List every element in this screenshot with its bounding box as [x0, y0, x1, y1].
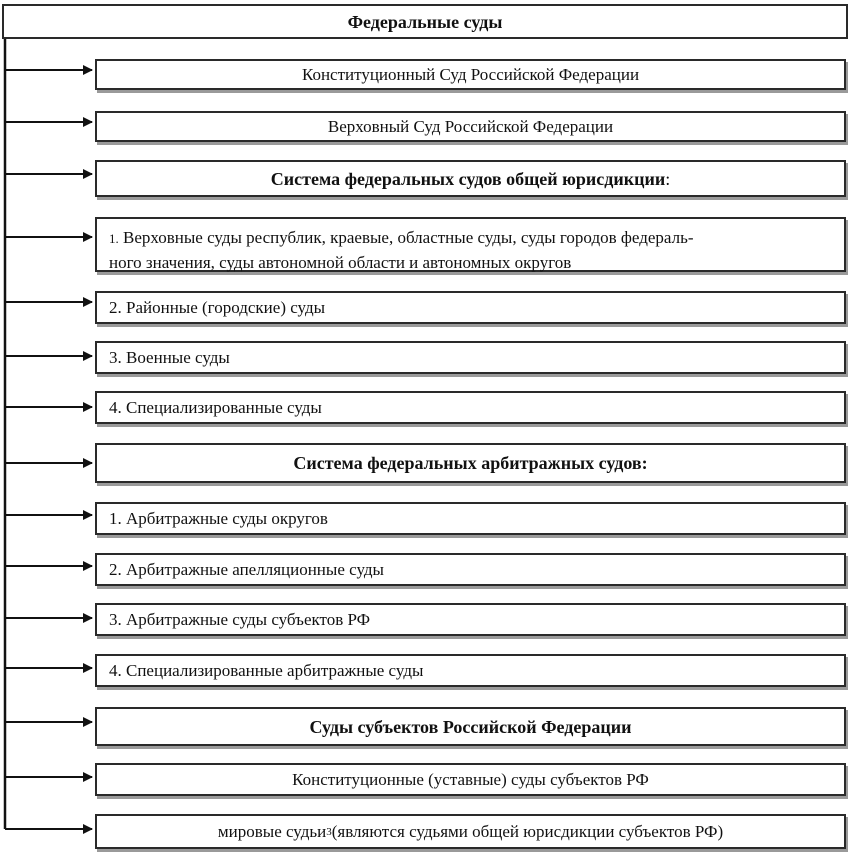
box-subject-courts-header: Суды субъектов Российской Федерации: [95, 707, 846, 746]
regional-courts-number: 1.: [109, 231, 119, 246]
page-title: Федеральные суды: [2, 4, 848, 39]
box-military-courts: 3. Военные суды: [95, 341, 846, 374]
box-arbitration-specialized: 4. Специализированные арбитражные суды: [95, 654, 846, 687]
box-arbitration-district: 1. Арбитражные суды округов: [95, 502, 846, 535]
box-district-courts: 2. Районные (городские) суды: [95, 291, 846, 324]
box-regional-supreme-courts: [95, 217, 846, 272]
general-jurisdiction-colon: :: [665, 168, 671, 189]
box-arbitration-appeal: 2. Арбитражные апелляционные суды: [95, 553, 846, 586]
regional-courts-text-2: ного значения, суды автономной области и автономных округов: [109, 253, 572, 272]
box-specialized-courts: 4. Специализированные суды: [95, 391, 846, 424]
general-jurisdiction-label: Система федеральных судов общей юрисдикции: [270, 168, 666, 189]
justices-label: мировые судьи: [217, 821, 327, 841]
box-arbitration-header: Система федеральных арбитражных судов:: [95, 443, 846, 483]
box-supreme-court: Верховный Суд Российской Федерации: [95, 111, 846, 142]
box-arbitration-subjects: 3. Арбитражные суды субъектов РФ: [95, 603, 846, 636]
justices-note: (являются судьями общей юрисдикции субъектов РФ): [331, 821, 724, 841]
regional-courts-text-1: Верховные суды республик, краевые, областные суды, суды городов федераль-: [123, 228, 694, 247]
box-constitutional-charter-courts: Конституционные (уставные) суды субъектов РФ: [95, 763, 846, 796]
box-justices-of-peace: мировые судьи 3 (являются судьями общей юрисдикции субъектов РФ): [95, 814, 846, 849]
box-general-jurisdiction-header: [95, 160, 846, 197]
regional-courts-line-1: [109, 226, 832, 251]
box-constitutional-court: Конституционный Суд Российской Федерации: [95, 59, 846, 90]
